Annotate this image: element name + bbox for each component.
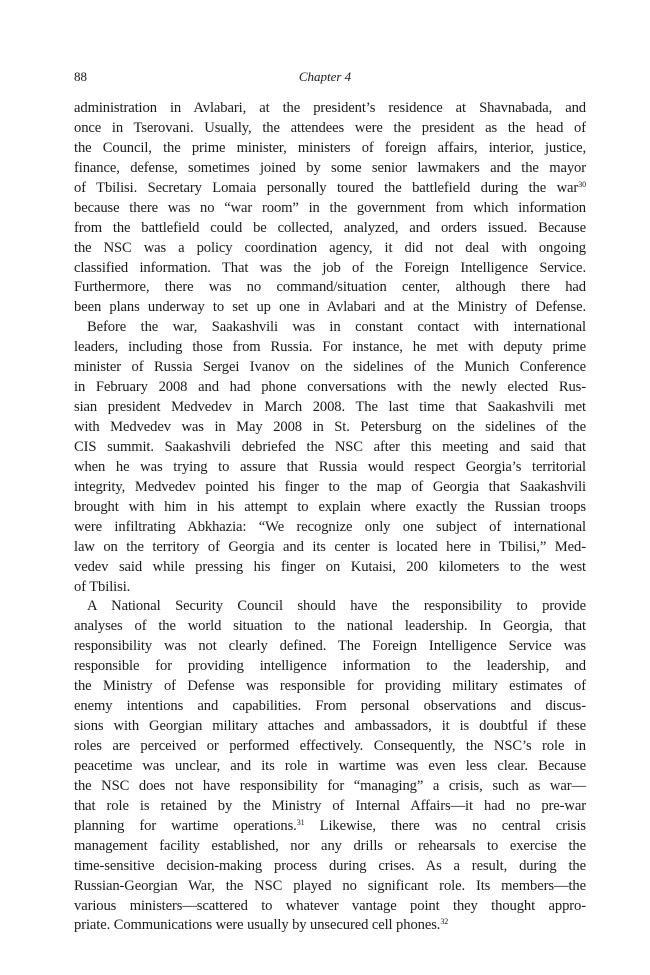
text-line: time-sensitive decision-making process during crises. As a result, during the bbox=[74, 857, 586, 874]
text-line: various ministers—scattered to whatever vantage point they thought appro- bbox=[74, 897, 586, 914]
text-line: sian president Medvedev in March 2008. The last time that Saakashvili met bbox=[74, 399, 586, 416]
text-line: the NSC does not have responsibility for “managing” a crisis, such as war— bbox=[74, 777, 586, 794]
footnote-ref-32[interactable]: 32 bbox=[440, 917, 449, 927]
text-line: peacetime was unclear, and its role in wartime was even less clear. Because bbox=[74, 757, 586, 774]
text-line: once in Tserovani. Usually, the attendees were the president as the head of bbox=[74, 119, 586, 136]
text-line: Russian-Georgian War, the NSC played no significant role. Its members—the bbox=[74, 877, 586, 894]
text-line-with-footnote bbox=[74, 179, 586, 199]
text-line: finance, defense, sometimes joined by some senior lawmakers and the mayor bbox=[74, 159, 586, 176]
page-number: 88 bbox=[74, 69, 87, 84]
text-segment: planning for wartime operations. bbox=[74, 817, 297, 834]
text-line: law on the territory of Georgia and its center is located here in Tbilisi,” Med- bbox=[74, 538, 586, 555]
running-head: Chapter 4 bbox=[298, 69, 352, 84]
text-line: the Ministry of Defense was responsible for providing military estimates of bbox=[74, 678, 586, 695]
text-line: the Council, the prime minister, ministers of foreign affairs, interior, justice, bbox=[74, 139, 586, 156]
text-line: when he was trying to assure that Russia would respect Georgia’s territorial bbox=[74, 458, 586, 475]
text-line: Before the war, Saakashvili was in constant contact with international bbox=[87, 319, 586, 336]
text-line: sions with Georgian military attaches and ambassadors, it is doubtful if these bbox=[74, 718, 586, 735]
text-line: that role is retained by the Ministry of Internal Affairs—it had no pre-war bbox=[74, 797, 586, 814]
text-line: from the battlefield could be collected, analyzed, and orders issued. Because bbox=[74, 219, 586, 236]
footnote-ref-31[interactable]: 31 bbox=[296, 817, 305, 827]
text-line: been plans underway to set up one in Avlabari and at the Ministry of Defense. bbox=[74, 299, 586, 316]
text-line: administration in Avlabari, at the president’s residence at Shavnabada, and bbox=[74, 100, 586, 116]
text-line-with-footnote bbox=[74, 817, 586, 837]
text-line: Furthermore, there was no command/situation center, although there had bbox=[74, 279, 586, 296]
text-line: the NSC was a policy coordination agency, it did not deal with ongoing bbox=[74, 239, 586, 256]
text-line: were infiltrating Abkhazia: “We recognize only one subject of international bbox=[74, 518, 586, 535]
text-line: of Tbilisi. bbox=[74, 578, 131, 595]
text-line: responsible for providing intelligence information to the leadership, and bbox=[74, 658, 586, 675]
paragraph-2 bbox=[74, 318, 586, 597]
text-line: A National Security Council should have the responsibility to provide bbox=[87, 598, 586, 615]
text-line: roles are perceived or performed effectively. Consequently, the NSC’s role in bbox=[74, 738, 586, 754]
text-line: vedev said while pressing his finger on Kutaisi, 200 kilometers to the west bbox=[74, 558, 586, 575]
text-line: classified information. That was the job of the Foreign Intelligence Service. bbox=[74, 259, 586, 276]
text-line: with Medvedev was in May 2008 in St. Petersburg on the sidelines of the bbox=[74, 419, 586, 435]
text-line: minister of Russia Sergei Ivanov on the sidelines of the Munich Conference bbox=[74, 359, 586, 376]
text-line: integrity, Medvedev pointed his finger to the map of Georgia that Saakashvili bbox=[74, 478, 586, 495]
text-segment: Likewise, there was no central crisis bbox=[304, 817, 586, 834]
text-line: leaders, including those from Russia. For instance, he met with deputy prime bbox=[74, 339, 586, 356]
text-line: analyses of the world situation to the national leadership. In Georgia, that bbox=[74, 618, 586, 635]
footnote-ref-30[interactable]: 30 bbox=[578, 179, 586, 189]
text-segment: of Tbilisi. Secretary Lomaia personally toured the battlefield during the war bbox=[74, 179, 579, 196]
text-line: responsibility was not clearly defined. The Foreign Intelligence Service was bbox=[74, 638, 586, 655]
text-line-with-footnote bbox=[74, 916, 586, 936]
text-line: because there was no “war room” in the government from which information bbox=[74, 199, 586, 216]
paragraph-1 bbox=[74, 99, 586, 318]
text-line: in February 2008 and had phone conversations with the newly elected Rus- bbox=[74, 379, 586, 396]
text-segment: priate. Communications were usually by unsecured cell phones. bbox=[74, 917, 441, 934]
paragraph-3 bbox=[74, 597, 586, 936]
text-line: management facility established, nor any drills or rehearsals to exercise the bbox=[74, 837, 586, 854]
text-line: CIS summit. Saakashvili debriefed the NSC after this meeting and said that bbox=[74, 438, 586, 455]
text-line: enemy intentions and capabilities. From personal observations and discus- bbox=[74, 698, 586, 715]
body-text bbox=[74, 99, 586, 936]
text-line: brought with him in his attempt to explain where exactly the Russian troops bbox=[74, 498, 586, 515]
